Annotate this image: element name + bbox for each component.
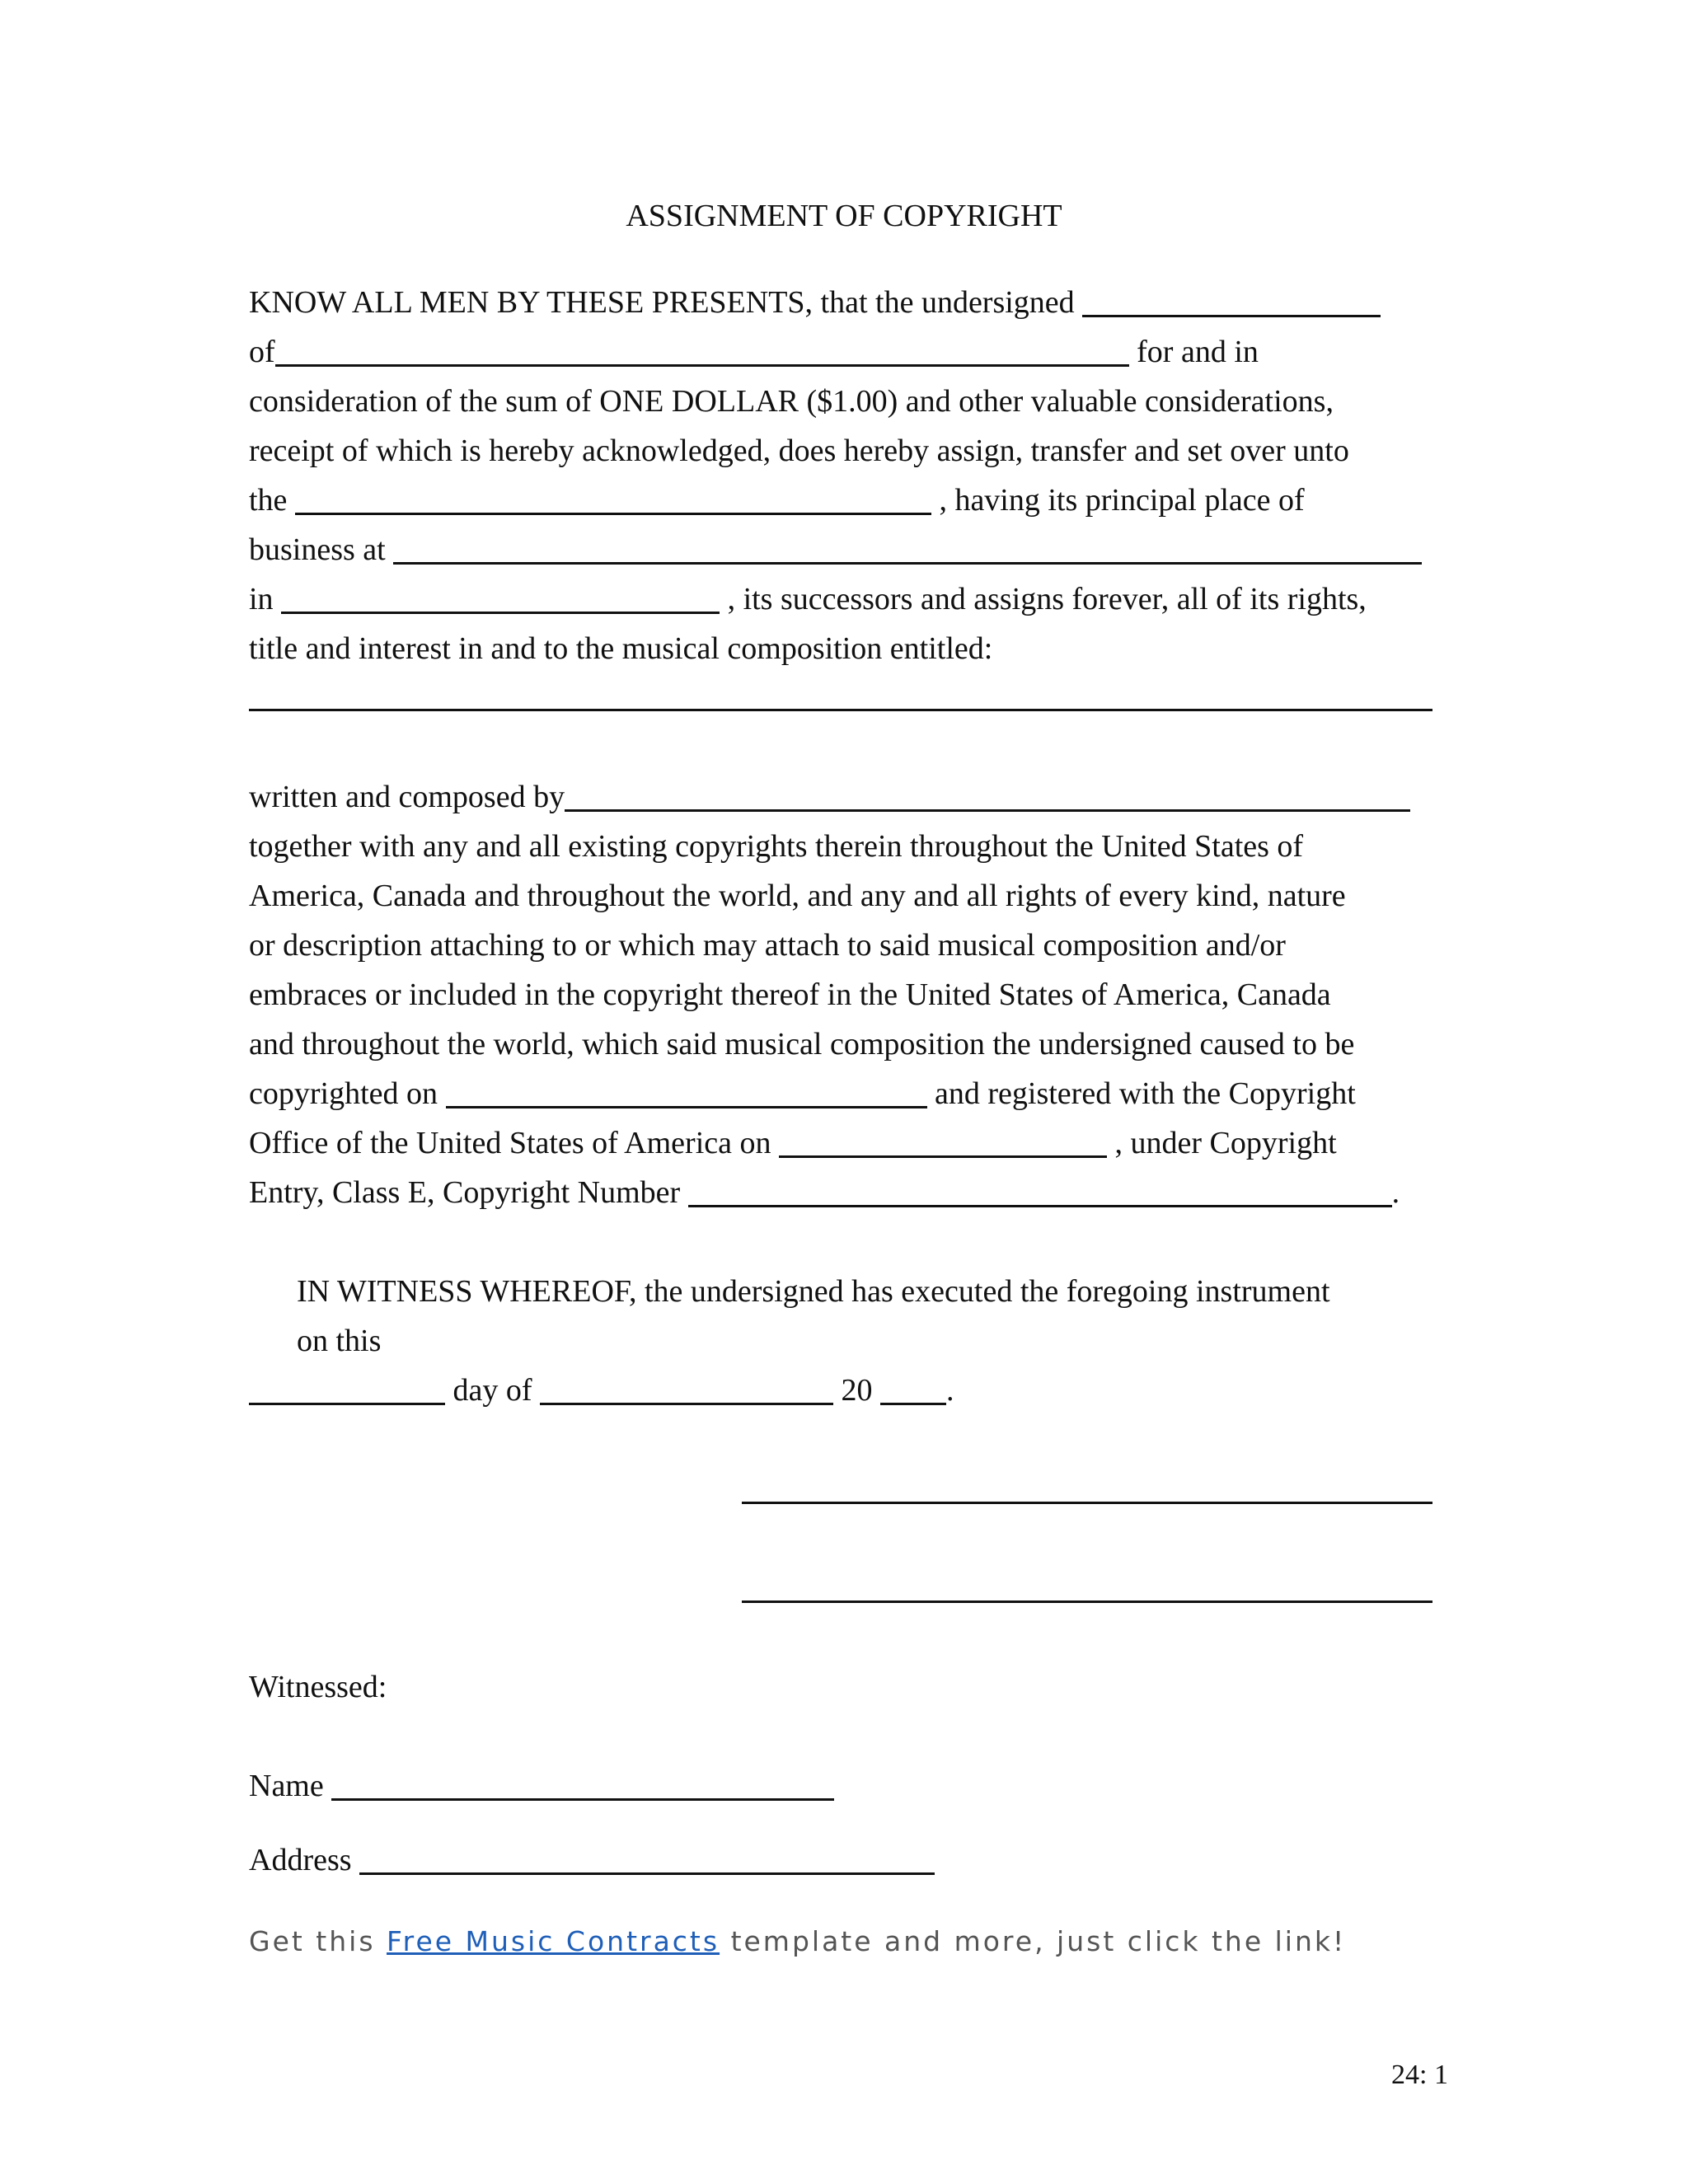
witness-address-blank[interactable]	[359, 1841, 935, 1875]
p1-line-2-suffix: for and in	[1137, 335, 1259, 369]
date-line	[249, 1369, 954, 1412]
p1-line-6	[249, 528, 1422, 571]
name-label: Name	[249, 1769, 324, 1803]
day-blank[interactable]	[249, 1371, 445, 1405]
p1-line-5-prefix: the	[249, 483, 288, 518]
witness-line-2: on this	[297, 1324, 382, 1358]
p2-line-7-suffix: and registered with the Copyright	[935, 1076, 1356, 1111]
witness-name-blank[interactable]	[331, 1767, 834, 1801]
p2-line-9-suffix: .	[1391, 1175, 1400, 1210]
page-number: 24: 1	[1391, 2060, 1448, 2090]
undersigned-name-blank[interactable]	[1082, 284, 1381, 317]
copyright-date-blank[interactable]	[446, 1075, 927, 1108]
p1-line-3: consideration of the sum of ONE DOLLAR ($1.00) and other valuable considerations,	[249, 384, 1334, 419]
p1-line-2	[249, 330, 1259, 373]
witness-name-line	[249, 1765, 834, 1807]
p2-line-8-suffix: , under Copyright	[1114, 1126, 1337, 1160]
p1-line-7-suffix: , its successors and assigns forever, all of its rights,	[727, 582, 1367, 616]
p1-line-6-prefix: business at	[249, 532, 386, 567]
month-blank[interactable]	[540, 1371, 833, 1405]
p2-line-2: together with any and all existing copyrights therein throughout the United States of	[249, 829, 1304, 864]
p1-line-1-text: KNOW ALL MEN BY THESE PRESENTS, that the undersigned	[249, 285, 1075, 320]
p2-line-7	[249, 1072, 1356, 1115]
footer-suffix: template and more, just click the link!	[720, 1925, 1347, 1957]
date-period: .	[946, 1373, 954, 1408]
business-location-blank[interactable]	[281, 580, 720, 614]
witness-address-line	[249, 1839, 935, 1882]
p2-line-1-prefix: written and composed by	[249, 780, 565, 814]
signature-line-2[interactable]	[742, 1601, 1432, 1603]
undersigned-address-blank[interactable]	[275, 333, 1129, 367]
date-day-of: day of	[452, 1373, 532, 1408]
p2-line-9-prefix: Entry, Class E, Copyright Number	[249, 1175, 681, 1210]
free-music-contracts-link[interactable]: Free Music Contracts	[387, 1925, 720, 1957]
p2-line-8	[249, 1122, 1337, 1165]
p2-line-6: and throughout the world, which said musical composition the undersigned caused to be	[249, 1027, 1355, 1062]
p2-line-8-prefix: Office of the United States of America on	[249, 1126, 771, 1160]
p1-line-2-prefix: of	[249, 335, 275, 369]
address-label: Address	[249, 1843, 352, 1877]
witness-line-1: IN WITNESS WHEREOF, the undersigned has executed the foregoing instrument	[297, 1274, 1330, 1309]
p2-line-5: embraces or included in the copyright thereof in the United States of America, Canada	[249, 977, 1331, 1012]
business-address-blank[interactable]	[393, 531, 1422, 565]
assignee-name-blank[interactable]	[295, 481, 931, 515]
p1-line-5	[249, 479, 1305, 522]
year-blank[interactable]	[880, 1371, 946, 1405]
copyright-number-blank[interactable]	[688, 1174, 1392, 1207]
p2-line-7-prefix: copyrighted on	[249, 1076, 438, 1111]
date-20: 20	[841, 1373, 873, 1408]
p2-line-3: America, Canada and throughout the world, and any and all rights of every kind, nature	[249, 879, 1346, 913]
signature-line-1[interactable]	[742, 1502, 1432, 1504]
footer-promo	[249, 1925, 1346, 1957]
witnessed-label: Witnessed:	[249, 1670, 387, 1704]
composition-title-blank[interactable]	[249, 709, 1432, 711]
composer-name-blank[interactable]	[565, 778, 1410, 812]
p1-line-5-suffix: , having its principal place of	[939, 483, 1305, 518]
p2-line-4: or description attaching to or which may attach to said musical composition and/or	[249, 928, 1286, 963]
p2-line-1	[249, 776, 1410, 818]
registration-date-blank[interactable]	[779, 1124, 1107, 1158]
p1-line-7-prefix: in	[249, 582, 274, 616]
document-title: ASSIGNMENT OF COPYRIGHT	[626, 199, 1062, 233]
p1-line-1	[249, 281, 1381, 324]
p2-line-9	[249, 1171, 1400, 1214]
p1-line-7	[249, 578, 1367, 621]
footer-prefix: Get this	[249, 1925, 387, 1957]
p1-line-8: title and interest in and to the musical composition entitled:	[249, 631, 993, 666]
p1-line-4: receipt of which is hereby acknowledged, does hereby assign, transfer and set over unto	[249, 434, 1349, 468]
